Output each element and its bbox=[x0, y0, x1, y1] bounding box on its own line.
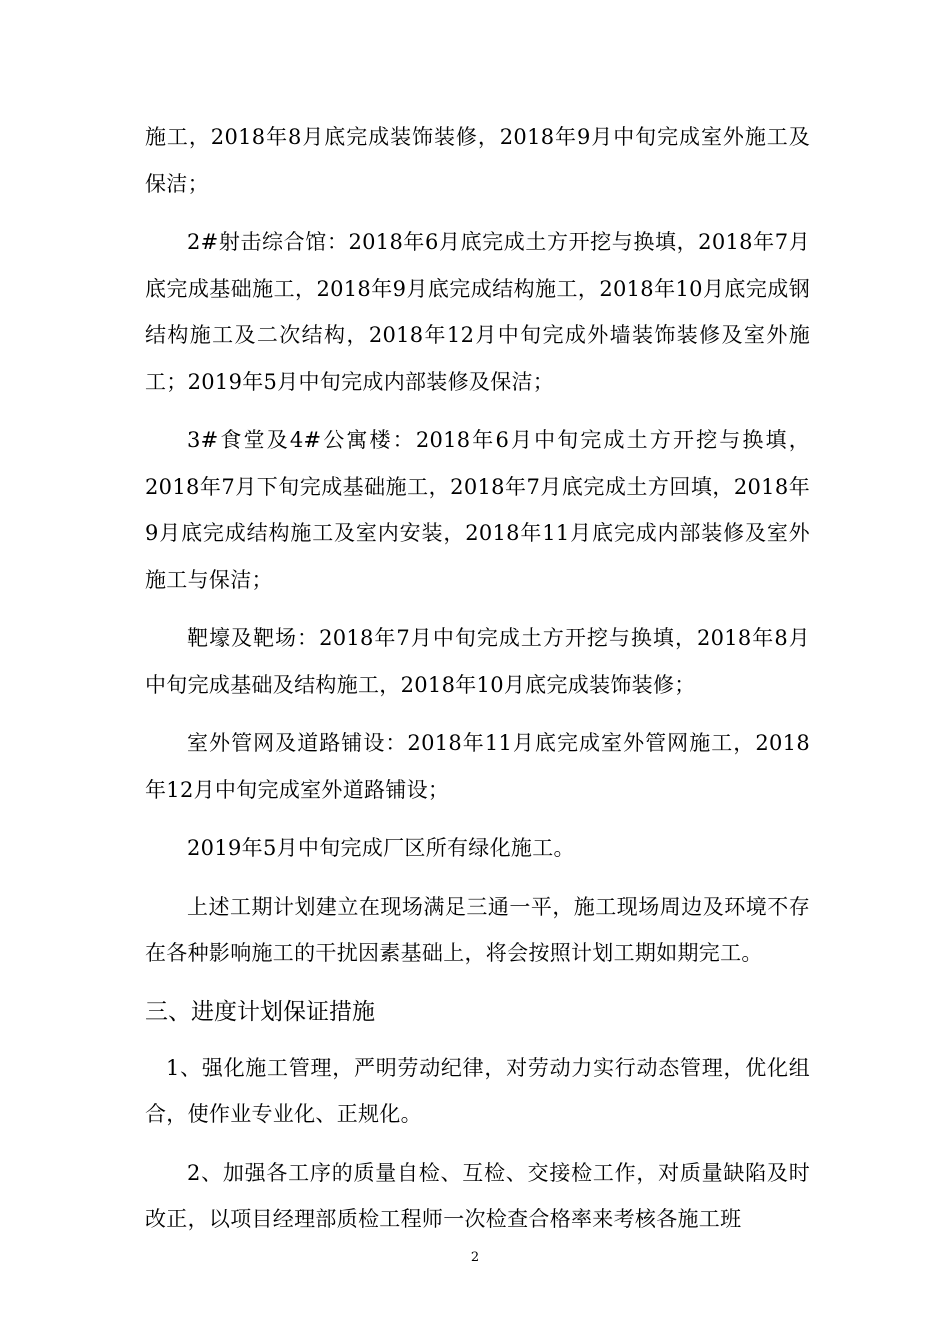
paragraph-greening: 2019年5月中旬完成厂区所有绿化施工。 bbox=[187, 836, 575, 860]
section-heading: 三、进度计划保证措施 bbox=[145, 998, 375, 1025]
paragraph-shooting-hall: 2#射击综合馆：2018年6月底完成土方开挖与换填，2018年7月底完成基础施工，2018年9月底完成结构施工，2018年10月底完成钢结构施工及二次结构，2018年12月中旬完成外墙装饰装修及室外施工；2019年5月中旬完成内部装修及保洁； bbox=[145, 230, 810, 394]
paragraph-target-range: 靶壕及靶场：2018年7月中旬完成土方开挖与换填，2018年8月中旬完成基础及结构施工，2018年10月底完成装饰装修； bbox=[145, 626, 810, 697]
paragraph-continuation: 施工，2018年8月底完成装饰装修，2018年9月中旬完成室外施工及保洁； bbox=[145, 125, 810, 196]
page-number: 2 bbox=[470, 1250, 480, 1265]
measure-item-2: 2、加强各工序的质量自检、互检、交接检工作，对质量缺陷及时改正，以项目经理部质检工程师一次检查合格率来考核各施工班 bbox=[145, 1160, 810, 1231]
measure-item-1: 1、强化施工管理，严明劳动纪律，对劳动力实行动态管理，优化组合，使作业专业化、正规化。 bbox=[145, 1055, 810, 1126]
paragraph-outdoor-network: 室外管网及道路铺设：2018年11月底完成室外管网施工，2018年12月中旬完成室外道路铺设； bbox=[145, 731, 810, 802]
paragraph-schedule-note: 上述工期计划建立在现场满足三通一平，施工现场周边及环境不存在各种影响施工的干扰因素基础上，将会按照计划工期如期完工。 bbox=[145, 894, 810, 965]
document-body bbox=[145, 114, 810, 1255]
paragraph-canteen-apartment: 3#食堂及4#公寓楼：2018年6月中旬完成土方开挖与换填，2018年7月下旬完成基础施工，2018年7月底完成土方回填，2018年9月底完成结构施工及室内安装，2018年11月底完成内部装修及室外施工与保洁； bbox=[145, 428, 810, 592]
